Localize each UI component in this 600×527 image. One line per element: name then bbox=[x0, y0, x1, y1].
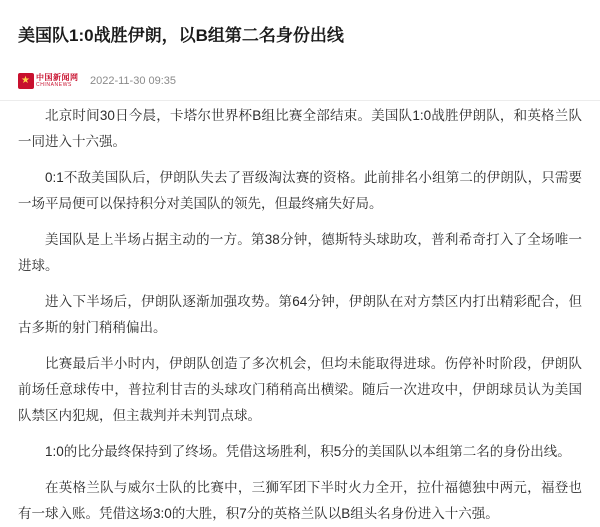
source-logo[interactable] bbox=[18, 71, 80, 90]
timestamp: 2022-11-30 09:35 bbox=[90, 74, 177, 87]
article-meta bbox=[0, 60, 600, 94]
article-page bbox=[0, 11, 600, 521]
paragraph: 比赛最后半小时内，伊朗队创造了多次机会，但均未能取得进球。伤停补时阶段，伊朗队前场任意球传中，普拉利甘吉的头球攻门稍稍高出横梁。随后一次进攻中，伊朗球员认为美国队禁区内犯规，但主裁判并未判罚点球。 bbox=[18, 355, 582, 423]
paragraph: 北京时间30日今晨，卡塔尔世界杯B组比赛全部结束。美国队1:0战胜伊朗队，和英格兰队一同进入十六强。 bbox=[18, 107, 582, 149]
paragraph: 在英格兰队与威尔士队的比赛中，三狮军团下半时火力全开，拉什福德独中两元，福登也有一球入账。凭借这场3:0的大胜，积7分的英格兰队以B组头名身份进入十六强。 bbox=[18, 479, 582, 521]
article-body bbox=[0, 101, 600, 527]
page-title: 美国队1:0战胜伊朗，以B组第二名身份出线 bbox=[18, 26, 344, 46]
source-logo-text bbox=[36, 74, 79, 88]
paragraph: 0:1不敌美国队后，伊朗队失去了晋级淘汰赛的资格。此前排名小组第二的伊朗队，只需要一场平局便可以保持积分对美国队的领先，但最终痛失好局。 bbox=[18, 169, 582, 211]
source-name-cn: 中国新闻网 bbox=[36, 72, 79, 82]
paragraph: 美国队是上半场占据主动的一方。第38分钟，德斯特头球助攻，普利希奇打入了全场唯一进球。 bbox=[18, 231, 582, 273]
paragraph: 1:0的比分最终保持到了终场。凭借这场胜利，积5分的美国队以本组第二名的身份出线。 bbox=[45, 443, 571, 459]
source-name-en: CHINANEWS bbox=[36, 81, 72, 88]
paragraph: 进入下半场后，伊朗队逐渐加强攻势。第64分钟，伊朗队在对方禁区内打出精彩配合，但古多斯的射门稍稍偏出。 bbox=[18, 293, 582, 335]
china-news-logo-icon bbox=[18, 73, 34, 89]
